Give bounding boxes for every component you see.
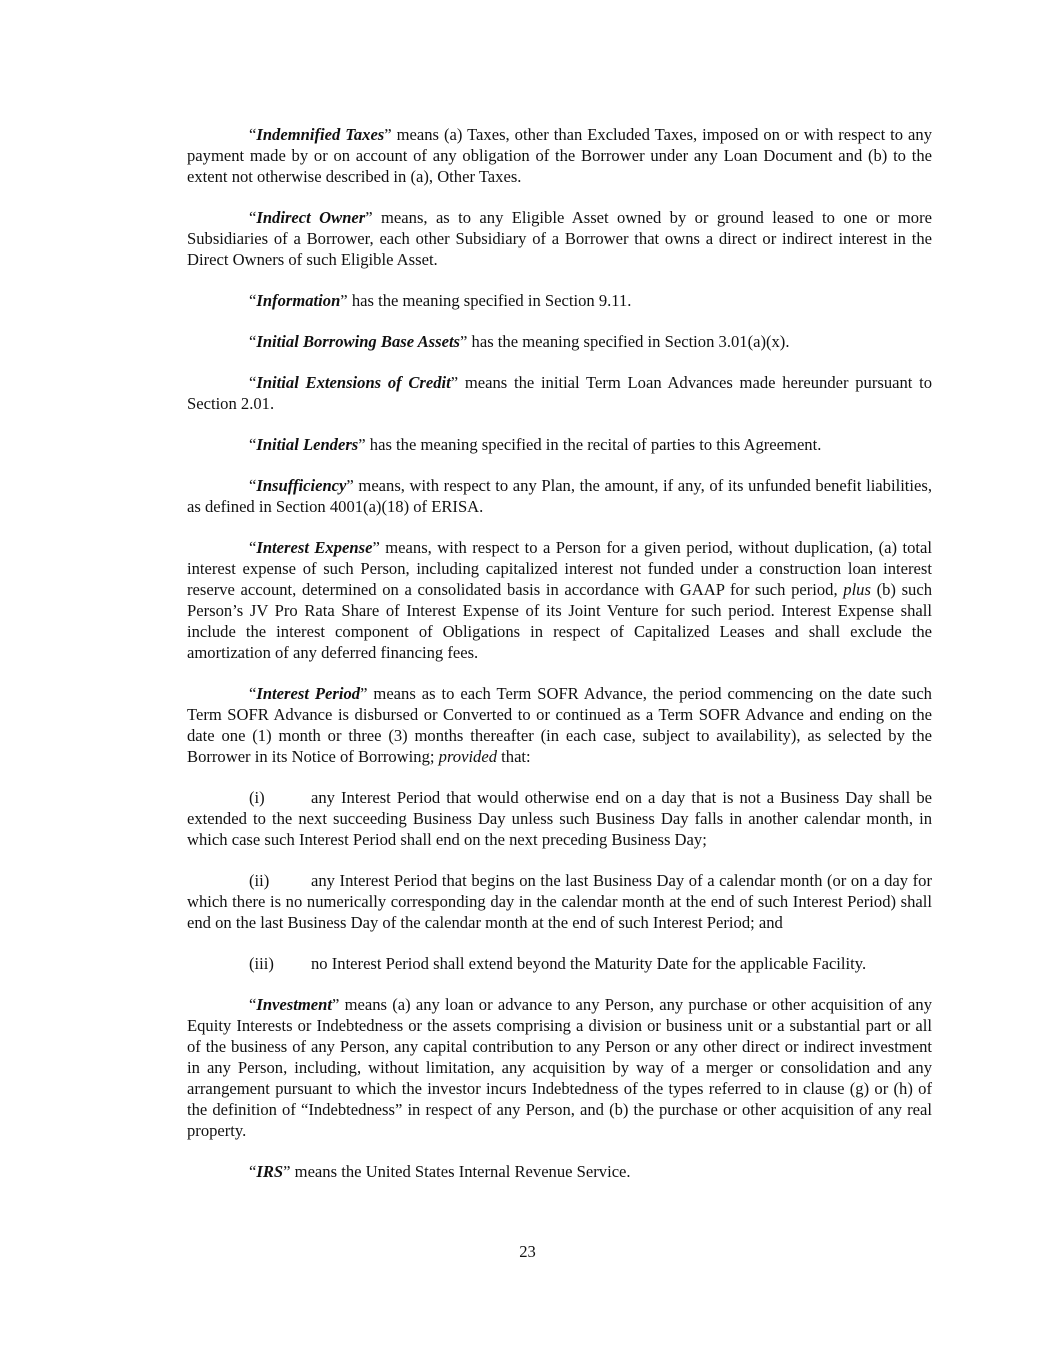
- definition-initial-extensions-of-credit: [187, 372, 932, 414]
- defined-term: Investment: [256, 995, 332, 1014]
- open-quote: “: [249, 995, 257, 1014]
- clause-number: (i): [249, 788, 265, 807]
- clause-text: any Interest Period that would otherwise end on a day that is not a Business Day shall be extended to the next succeeding Business Day unless such Business Day falls in another calendar month, in which case such Interest Period shall end on the next preceding Business Day;: [187, 788, 932, 849]
- definition-interest-expense: [187, 537, 932, 663]
- page-number: 23: [519, 1242, 536, 1261]
- defined-term: Insufficiency: [256, 476, 347, 495]
- definition-text: means, with respect to any Plan, the amount, if any, of its unfunded benefit liabilities, as defined in Section 4001(a)(18) of ERISA.: [187, 476, 932, 516]
- definition-indemnified-taxes: [187, 124, 932, 187]
- definition-text-continued: that:: [497, 747, 531, 766]
- definition-text: means (a) any loan or advance to any Person, any purchase or other acquisition of any Equity Interests or Indebtedness or the assets comprising a division or business unit or a substantial part or all of the business of any Person, any capital contribution to any Person or any other direct or indirect investment in any Person, including, without limitation, any acquisition by way of a merger or consolidation and any arrangement pursuant to which the investor incurs Indebtedness of the types referred to in clause (g) or (h) of the definition of “Indebtedness” in respect of any Person, and (b) the purchase or other acquisition of any real property.: [187, 995, 932, 1140]
- definition-text: means the United States Internal Revenue Service.: [290, 1162, 631, 1181]
- definition-initial-lenders: [187, 434, 932, 455]
- clause-ii: [187, 870, 932, 933]
- definition-interest-period: [187, 683, 932, 767]
- clause-i: [187, 787, 932, 850]
- definition-text: means as to each Term SOFR Advance, the period commencing on the date such Term SOFR Advance is disbursed or Converted to or continued as a Term SOFR Advance and ending on the date one (1) month or three (3) months thereafter (in each case, subject to availability), as selected by the Borrower in its Notice of Borrowing;: [187, 684, 932, 766]
- close-quote: ”: [358, 435, 366, 454]
- close-quote: ”: [365, 208, 373, 227]
- defined-term: IRS: [256, 1162, 284, 1181]
- definition-text: means, as to any Eligible Asset owned by or ground leased to one or more Subsidiaries of a Borrower, each other Subsidiary of a Borrower that owns a direct or indirect interest in the Direct Owners of such Eligible Asset.: [187, 208, 932, 269]
- open-quote: “: [249, 476, 257, 495]
- close-quote: ”: [283, 1162, 291, 1181]
- definition-text: has the meaning specified in Section 9.11.: [347, 291, 632, 310]
- emphasis-plus: plus: [843, 580, 871, 599]
- clause-iii: [187, 953, 932, 974]
- close-quote: ”: [346, 476, 354, 495]
- definition-information: [187, 290, 932, 311]
- definition-text: has the meaning specified in the recital of parties to this Agreement.: [365, 435, 822, 454]
- definition-text: means the initial Term Loan Advances made hereunder pursuant to Section 2.01.: [187, 373, 932, 413]
- close-quote: ”: [360, 684, 368, 703]
- close-quote: ”: [384, 125, 392, 144]
- defined-term: Initial Extensions of Credit: [256, 373, 451, 392]
- clause-text: any Interest Period that begins on the last Business Day of a calendar month (or on a day for which there is no numerically corresponding day in the calendar month at the end of such Interest Period) shall end on the last Business Day of the calendar month at the end of such Interest Period; and: [187, 871, 932, 932]
- clause-number: (ii): [249, 871, 270, 890]
- emphasis-provided: provided: [438, 747, 498, 766]
- open-quote: “: [249, 1162, 257, 1181]
- clause-text: no Interest Period shall extend beyond the Maturity Date for the applicable Facility.: [311, 954, 867, 973]
- defined-term: Initial Borrowing Base Assets: [256, 332, 461, 351]
- defined-term: Information: [256, 291, 341, 310]
- definition-insufficiency: [187, 475, 932, 517]
- definition-investment: [187, 994, 932, 1141]
- open-quote: “: [249, 125, 257, 144]
- open-quote: “: [249, 332, 257, 351]
- clause-number: (iii): [249, 954, 274, 973]
- open-quote: “: [249, 538, 257, 557]
- open-quote: “: [249, 373, 257, 392]
- defined-term: Interest Period: [256, 684, 361, 703]
- close-quote: ”: [372, 538, 380, 557]
- defined-term: Interest Expense: [256, 538, 373, 557]
- defined-term: Indemnified Taxes: [256, 125, 385, 144]
- open-quote: “: [249, 208, 257, 227]
- definition-text: has the meaning specified in Section 3.01(a)(x).: [467, 332, 790, 351]
- defined-term: Initial Lenders: [256, 435, 359, 454]
- definition-indirect-owner: [187, 207, 932, 270]
- open-quote: “: [249, 291, 257, 310]
- close-quote: ”: [460, 332, 468, 351]
- definition-initial-borrowing-base-assets: [187, 331, 932, 352]
- open-quote: “: [249, 684, 257, 703]
- defined-term: Indirect Owner: [256, 208, 366, 227]
- open-quote: “: [249, 435, 257, 454]
- page-body: [187, 124, 932, 1202]
- definition-text-continued: (b) such Person’s JV Pro Rata Share of Interest Expense of its Joint Venture for such period. Interest Expense shall include the interest component of Obligations in respect of Capitalized Leases and shall exclude the amortization of any deferred financing fees.: [187, 580, 932, 662]
- close-quote: ”: [450, 373, 459, 392]
- definition-text: means (a) Taxes, other than Excluded Taxes, imposed on or with respect to any payment made by or on account of any obligation of the Borrower under any Loan Document and (b) to the extent not otherwise described in (a), Other Taxes.: [187, 125, 932, 186]
- definition-text: means, with respect to a Person for a given period, without duplication, (a) total interest expense of such Person, including capitalized interest not funded under a construction loan interest reserve account, determined on a consolidated basis in accordance with GAAP for such period,: [187, 538, 932, 599]
- definition-irs: [187, 1161, 932, 1182]
- close-quote: ”: [340, 291, 348, 310]
- close-quote: ”: [331, 995, 340, 1014]
